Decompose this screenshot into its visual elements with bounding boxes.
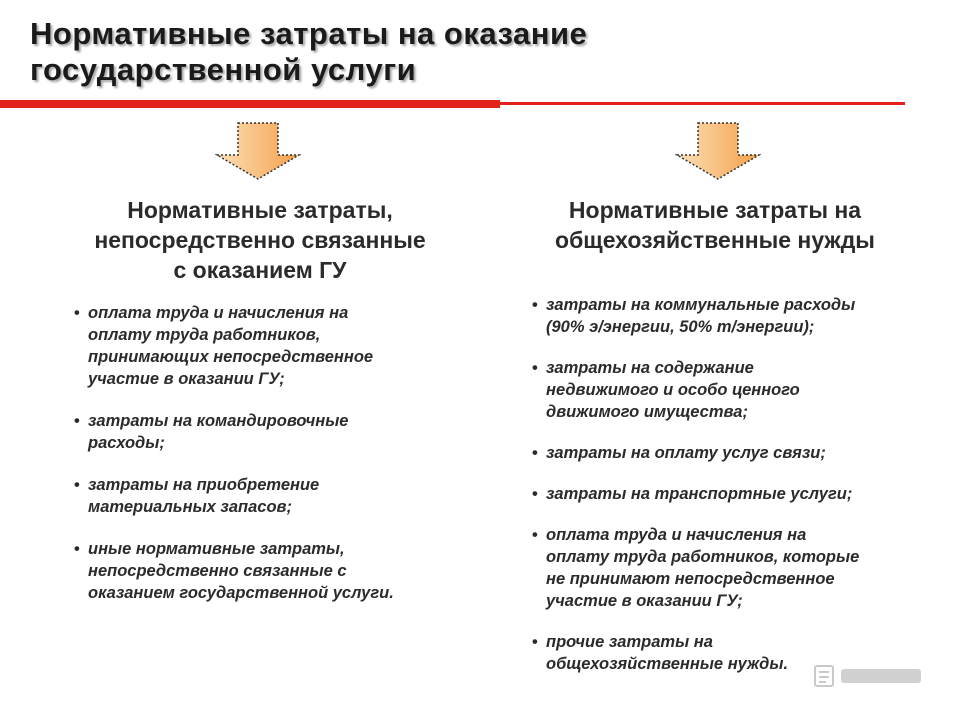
right-column-heading <box>495 195 935 255</box>
list-item <box>532 294 952 338</box>
list-item <box>74 474 494 518</box>
title-underline-thin <box>500 102 905 105</box>
list-item-line: оплата труда и начисления на <box>546 526 807 544</box>
list-item-line: затраты на транспортные услуги; <box>546 485 853 503</box>
list-item <box>74 302 494 390</box>
list-item-line: материальных запасов; <box>88 498 292 516</box>
list-item-line: недвижимого и особо ценного <box>546 381 800 399</box>
list-item <box>532 442 952 464</box>
bullet-icon: • <box>532 359 538 377</box>
list-item-line: участие в оказании ГУ; <box>546 592 743 610</box>
list-item-line: затраты на командировочные <box>88 412 349 430</box>
list-item-line: прочие затраты на <box>546 633 713 651</box>
list-item-line: затраты на коммунальные расходы <box>546 296 856 314</box>
bullet-icon: • <box>532 633 538 651</box>
page-title <box>30 16 830 88</box>
list-item-line: движимого имущества; <box>546 403 748 421</box>
left-heading-line: с оказанием ГУ <box>173 257 347 283</box>
list-item-line: (90% э/энергии, 50% т/энергии); <box>546 318 815 336</box>
page-title-line-1: Нормативные затраты на оказание <box>30 16 588 51</box>
right-bullet-list <box>532 294 952 694</box>
list-item-line: расходы; <box>88 434 165 452</box>
page-title-line-2: государственной услуги <box>30 52 417 87</box>
list-item-line: затраты на оплату услуг связи; <box>546 444 826 462</box>
list-item-line: общехозяйственные нужды. <box>546 655 789 673</box>
bullet-icon: • <box>74 476 80 494</box>
list-item <box>74 538 494 604</box>
list-item-line: затраты на приобретение <box>88 476 320 494</box>
list-item-line: непосредственно связанные с <box>88 562 347 580</box>
bullet-icon: • <box>74 304 80 322</box>
bullet-icon: • <box>74 540 80 558</box>
list-item-line: затраты на содержание <box>546 359 754 377</box>
right-heading-line: Нормативные затраты на <box>568 197 862 223</box>
bullet-icon: • <box>532 296 538 314</box>
right-heading-line: общехозяйственные нужды <box>555 227 875 253</box>
list-item <box>532 483 952 505</box>
list-item <box>532 524 952 612</box>
list-item <box>532 357 952 423</box>
left-heading-line: Нормативные затраты, <box>127 197 393 223</box>
list-item-line: участие в оказании ГУ; <box>88 370 285 388</box>
list-item-line: не принимают непосредственное <box>546 570 835 588</box>
bullet-icon: • <box>532 444 538 462</box>
list-item-line: оплата труда и начисления на <box>88 304 349 322</box>
bullet-icon: • <box>532 485 538 503</box>
down-arrow-icon <box>215 121 301 181</box>
left-bullet-list <box>74 302 494 624</box>
list-item-line: оплату труда работников, <box>88 326 321 344</box>
left-heading-line: непосредственно связанные <box>94 227 426 253</box>
list-item-line: оплату труда работников, которые <box>546 548 860 566</box>
list-item-line: иные нормативные затраты, <box>88 540 345 558</box>
list-item-line: оказанием государственной услуги. <box>88 584 394 602</box>
watermark-logo <box>813 663 925 689</box>
left-column-heading <box>40 195 480 285</box>
down-arrow-icon <box>675 121 761 181</box>
bullet-icon: • <box>74 412 80 430</box>
title-underline-thick <box>0 100 500 108</box>
list-item-line: принимающих непосредственное <box>88 348 374 366</box>
bullet-icon: • <box>532 526 538 544</box>
list-item <box>74 410 494 454</box>
